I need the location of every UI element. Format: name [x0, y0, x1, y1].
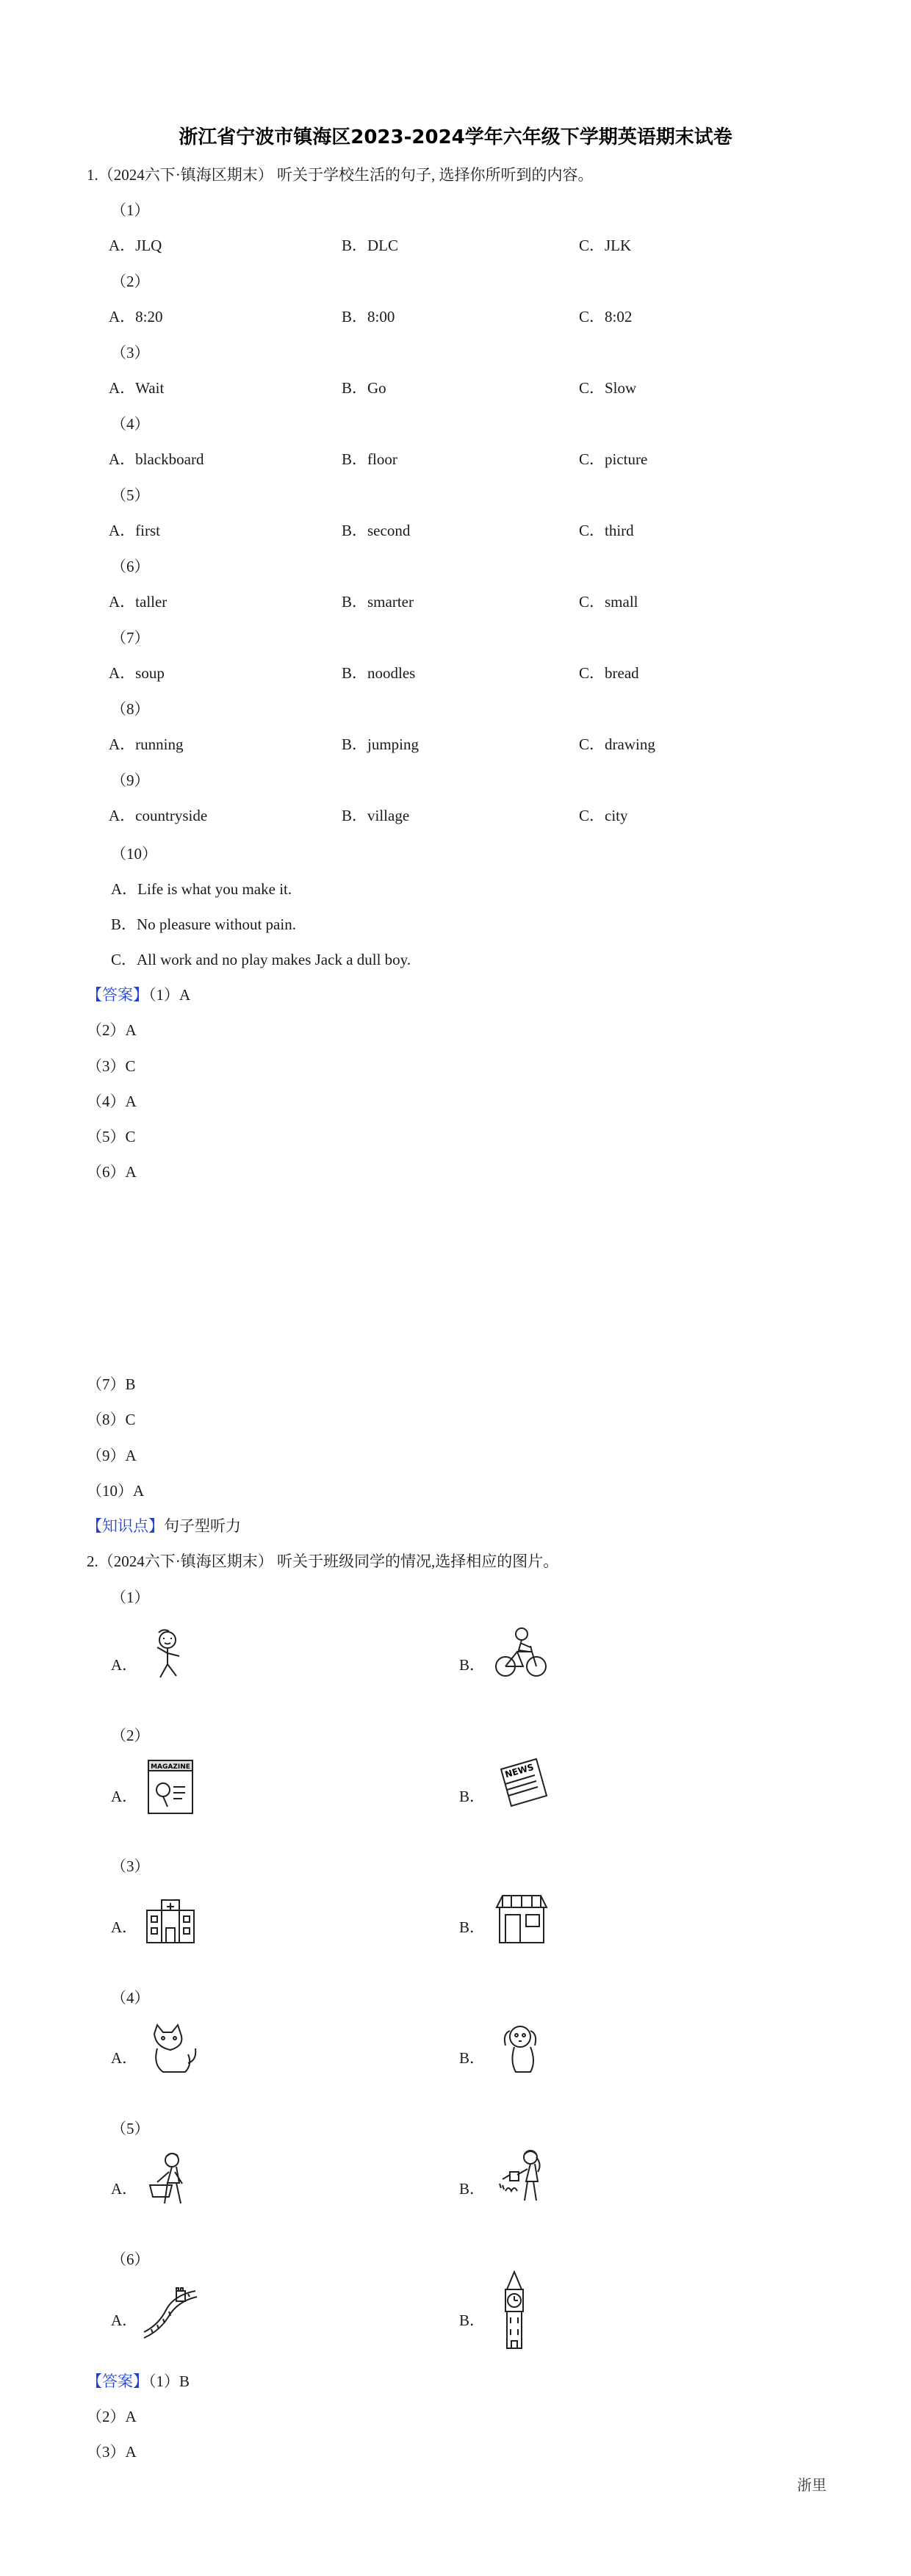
question-1-header	[87, 166, 594, 184]
question-prompt: 听关于学校生活的句子, 选择你所听到的内容。	[277, 166, 594, 184]
magazine-text: MAGAZINE	[151, 1763, 190, 1771]
item-label: （8）	[111, 700, 150, 718]
dog-picture[interactable]	[492, 2019, 551, 2078]
answer-item: （9）A	[87, 1447, 137, 1464]
item-label: （7）	[111, 629, 150, 647]
item-label: （6）	[111, 2251, 150, 2268]
answer-item: （1）B	[148, 2372, 190, 2390]
option-a: A．	[111, 1788, 138, 1805]
question-prompt: 听关于班级同学的情况,选择相应的图片。	[277, 1553, 559, 1570]
answer-item: （3）A	[87, 2443, 137, 2461]
option-b: B．village	[342, 807, 410, 824]
answer-item: （8）C	[87, 1411, 136, 1428]
option-a: A．blackboard	[109, 450, 204, 468]
shop-picture[interactable]	[492, 1888, 551, 1947]
option-c: C．city	[579, 807, 628, 824]
option-b: B．	[459, 2049, 486, 2067]
cat-picture[interactable]	[141, 2019, 200, 2078]
option-a: A．Life is what you make it.	[111, 880, 292, 898]
item-label: （9）	[111, 771, 150, 789]
option-c: C．JLK	[579, 237, 632, 254]
option-b: B．8:00	[342, 308, 395, 325]
cyclist-picture[interactable]	[491, 1624, 550, 1683]
option-c: C．third	[579, 522, 634, 539]
great-wall-picture[interactable]	[141, 2281, 200, 2339]
answer-item: （5）C	[87, 1128, 136, 1145]
answer-line	[87, 986, 190, 1004]
option-a: A．	[111, 2049, 138, 2067]
big-ben-picture[interactable]	[492, 2270, 536, 2351]
option-b: B．No pleasure without pain.	[111, 915, 296, 933]
answer-item: （6）A	[87, 1163, 137, 1181]
page-title: 浙江省宁波市镇海区2023-2024学年六年级下学期英语期末试卷	[179, 126, 732, 148]
question-2-header	[87, 1553, 558, 1570]
item-label: （6）	[111, 558, 150, 575]
option-a: A．first	[109, 522, 160, 539]
answer-item: （2）A	[87, 1021, 137, 1039]
option-b: B．floor	[342, 450, 397, 468]
option-b: B．	[459, 1788, 486, 1805]
option-a: A．	[111, 2180, 138, 2198]
question-source: （2024六下·镇海区期末）	[98, 166, 273, 184]
news-text: NEWS	[503, 1761, 536, 1780]
hospital-picture[interactable]	[141, 1888, 200, 1947]
answer-tag: 【答案】	[87, 2372, 148, 2390]
option-a: A．	[111, 1656, 138, 1674]
answer-item: （10）A	[87, 1482, 145, 1500]
option-a: A．	[111, 2311, 138, 2329]
girl-washing-picture[interactable]	[141, 2150, 200, 2209]
option-b: B．Go	[342, 379, 386, 397]
option-a: A．Wait	[109, 379, 165, 397]
item-label: （2）	[111, 273, 150, 290]
option-b: B．DLC	[342, 237, 399, 254]
girl-watering-picture[interactable]	[492, 2147, 551, 2206]
option-b: B．second	[342, 522, 411, 539]
item-label: （4）	[111, 415, 150, 433]
option-c: C．picture	[579, 450, 648, 468]
footer-mark: 浙里	[797, 2478, 827, 2494]
option-b: B．jumping	[342, 735, 420, 753]
option-c: C．drawing	[579, 735, 655, 753]
answer-tag: 【答案】	[87, 986, 148, 1004]
knowledge-tag: 【知识点】	[87, 1517, 164, 1535]
boy-running-picture[interactable]	[138, 1627, 197, 1685]
option-b: B．noodles	[342, 664, 416, 682]
knowledge-text: 句子型听力	[164, 1517, 241, 1535]
answer-item: （3）C	[87, 1057, 136, 1075]
item-label: （3）	[111, 344, 150, 361]
option-a: A．running	[109, 735, 184, 753]
answer-item: （2）A	[87, 2408, 137, 2425]
option-b: B．smarter	[342, 593, 414, 611]
item-label: （2）	[111, 1727, 150, 1744]
option-c: C．All work and no play makes Jack a dull boy.	[111, 951, 411, 968]
option-a: A．8:20	[109, 308, 163, 325]
item-label: （10）	[111, 845, 157, 863]
question-number: 1.	[87, 166, 98, 184]
newspaper-picture[interactable]	[492, 1755, 551, 1813]
answer-item: （1）A	[148, 986, 191, 1004]
item-label: （5）	[111, 2120, 150, 2137]
question-source: （2024六下·镇海区期末）	[98, 1553, 273, 1570]
option-b: B．	[459, 1918, 486, 1936]
magazine-picture[interactable]	[141, 1757, 200, 1816]
item-label: （1）	[111, 201, 150, 219]
answer-line	[87, 2372, 190, 2390]
question-number: 2.	[87, 1553, 98, 1570]
option-a: A．countryside	[109, 807, 208, 824]
item-label: （5）	[111, 486, 150, 504]
item-label: （3）	[111, 1857, 150, 1875]
option-c: C．Slow	[579, 379, 637, 397]
answer-item: （4）A	[87, 1093, 137, 1110]
option-b: B．	[459, 2180, 486, 2198]
option-c: C．8:02	[579, 308, 633, 325]
option-a: A．JLQ	[109, 237, 162, 254]
option-c: C．bread	[579, 664, 639, 682]
answer-item: （7）B	[87, 1375, 136, 1393]
knowledge-line	[87, 1517, 241, 1535]
option-a: A．taller	[109, 593, 168, 611]
item-label: （4）	[111, 1989, 150, 2007]
option-b: B．	[459, 1656, 486, 1674]
option-a: A．	[111, 1918, 138, 1936]
option-b: B．	[459, 2311, 486, 2329]
item-label: （1）	[111, 1589, 150, 1606]
option-c: C．small	[579, 593, 638, 611]
option-a: A．soup	[109, 664, 165, 682]
